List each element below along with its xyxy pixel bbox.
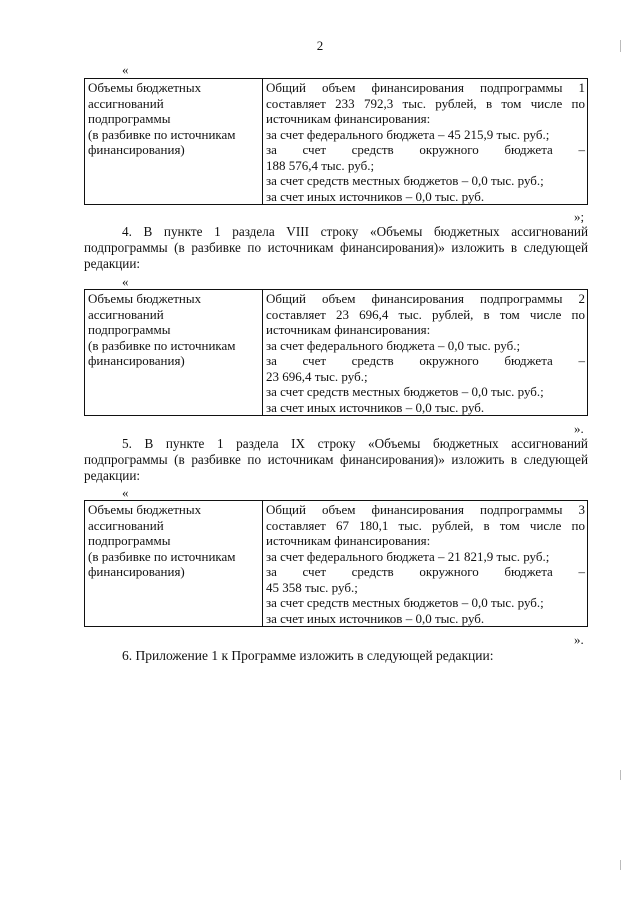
word: окружного [419,353,479,368]
table-subprogram-1 [84,78,588,205]
funding-local: за счет средств местных бюджетов – 0,0 тыс. руб.; [266,173,544,188]
label-line: Объемы бюджетных [88,291,202,306]
label-line: Объемы бюджетных [88,502,202,517]
word: за [266,564,277,579]
label-line: подпрограммы [88,533,171,548]
word: – [578,142,585,157]
paragraph-text: 5. В пункте 1 раздела IX строку «Объемы бюджетных ассигнований подпрограммы (в разбивке по источникам финансирования)» изложить в следующей редакции: [84,436,588,483]
word: за [266,142,277,157]
label-line: (в разбивке по источникам [88,337,236,353]
funding-total: Общий объем финансирования подпрограммы 2 составляет 23 696,4 тыс. рублей, в том числе по источникам финансирования: [266,291,585,337]
label-line: ассигнований [88,95,164,111]
label-line: финансирования) [88,353,185,368]
label-line: финансирования) [88,564,185,579]
quote-close-3: ». [574,632,584,647]
table-value-cell [263,79,588,205]
paragraph-6: 6. Приложение 1 к Программе изложить в следующей редакции: [122,648,494,663]
label-line: Объемы бюджетных [88,80,202,95]
word: бюджета [504,564,553,579]
funding-other: за счет иных источников – 0,0 тыс. руб. [266,610,485,626]
quote-open-2: « [122,274,129,289]
scan-mark [620,40,621,52]
table-label-cell [85,290,263,416]
label-line: (в разбивке по источникам [88,548,236,564]
page-number: 2 [316,38,324,53]
funding-federal: за счет федерального бюджета – 21 821,9 тыс. руб.; [266,548,550,564]
paragraph-text: 4. В пункте 1 раздела VIII строку «Объемы бюджетных ассигнований подпрограммы (в разбивке по источникам финансирования)» изложить в следующей редакции: [84,224,588,271]
label-line: финансирования) [88,142,185,157]
label-line: ассигнований [88,517,164,533]
label-line: ассигнований [88,306,164,322]
word: – [578,353,585,368]
funding-okrug-label [266,142,585,158]
word: счет [302,564,327,579]
scan-mark [620,770,621,780]
quote-close-1: »; [574,209,585,224]
funding-other: за счет иных источников – 0,0 тыс. руб. [266,188,485,204]
funding-local: за счет средств местных бюджетов – 0,0 тыс. руб.; [266,595,544,610]
funding-okrug-amount: 45 358 тыс. руб.; [266,579,358,595]
funding-federal: за счет федерального бюджета – 45 215,9 тыс. руб.; [266,126,550,142]
word: бюджета [504,353,553,368]
word: окружного [419,564,479,579]
word: окружного [419,142,479,157]
paragraph-4 [84,224,588,271]
word: бюджета [504,142,553,157]
funding-local: за счет средств местных бюджетов – 0,0 тыс. руб.; [266,384,544,399]
word: – [578,564,585,579]
paragraph-5 [84,436,588,483]
word: средств [351,353,394,368]
word: счет [302,353,327,368]
word: средств [351,564,394,579]
funding-okrug-label [266,564,585,580]
funding-okrug-label [266,353,585,369]
scan-mark [620,860,621,870]
quote-close-2: ». [574,421,584,436]
word: счет [302,142,327,157]
table-value-cell [263,501,588,627]
funding-okrug-amount: 188 576,4 тыс. руб.; [266,157,375,173]
table-label-cell [85,79,263,205]
label-line: подпрограммы [88,322,171,337]
quote-open-1: « [122,62,129,77]
funding-other: за счет иных источников – 0,0 тыс. руб. [266,399,485,415]
table-subprogram-2 [84,289,588,416]
word: средств [351,142,394,157]
funding-total: Общий объем финансирования подпрограммы 3 составляет 67 180,1 тыс. рублей, в том числе по источникам финансирования: [266,502,585,548]
table-subprogram-3 [84,500,588,627]
funding-total: Общий объем финансирования подпрограммы 1 составляет 233 792,3 тыс. рублей, в том числе по источникам финансирования: [266,80,585,126]
label-line: (в разбивке по источникам [88,126,236,142]
quote-open-3: « [122,485,129,500]
label-line: подпрограммы [88,111,171,126]
word: за [266,353,277,368]
funding-okrug-amount: 23 696,4 тыс. руб.; [266,368,368,384]
funding-federal: за счет федерального бюджета – 0,0 тыс. руб.; [266,337,521,353]
table-label-cell [85,501,263,627]
table-value-cell [263,290,588,416]
